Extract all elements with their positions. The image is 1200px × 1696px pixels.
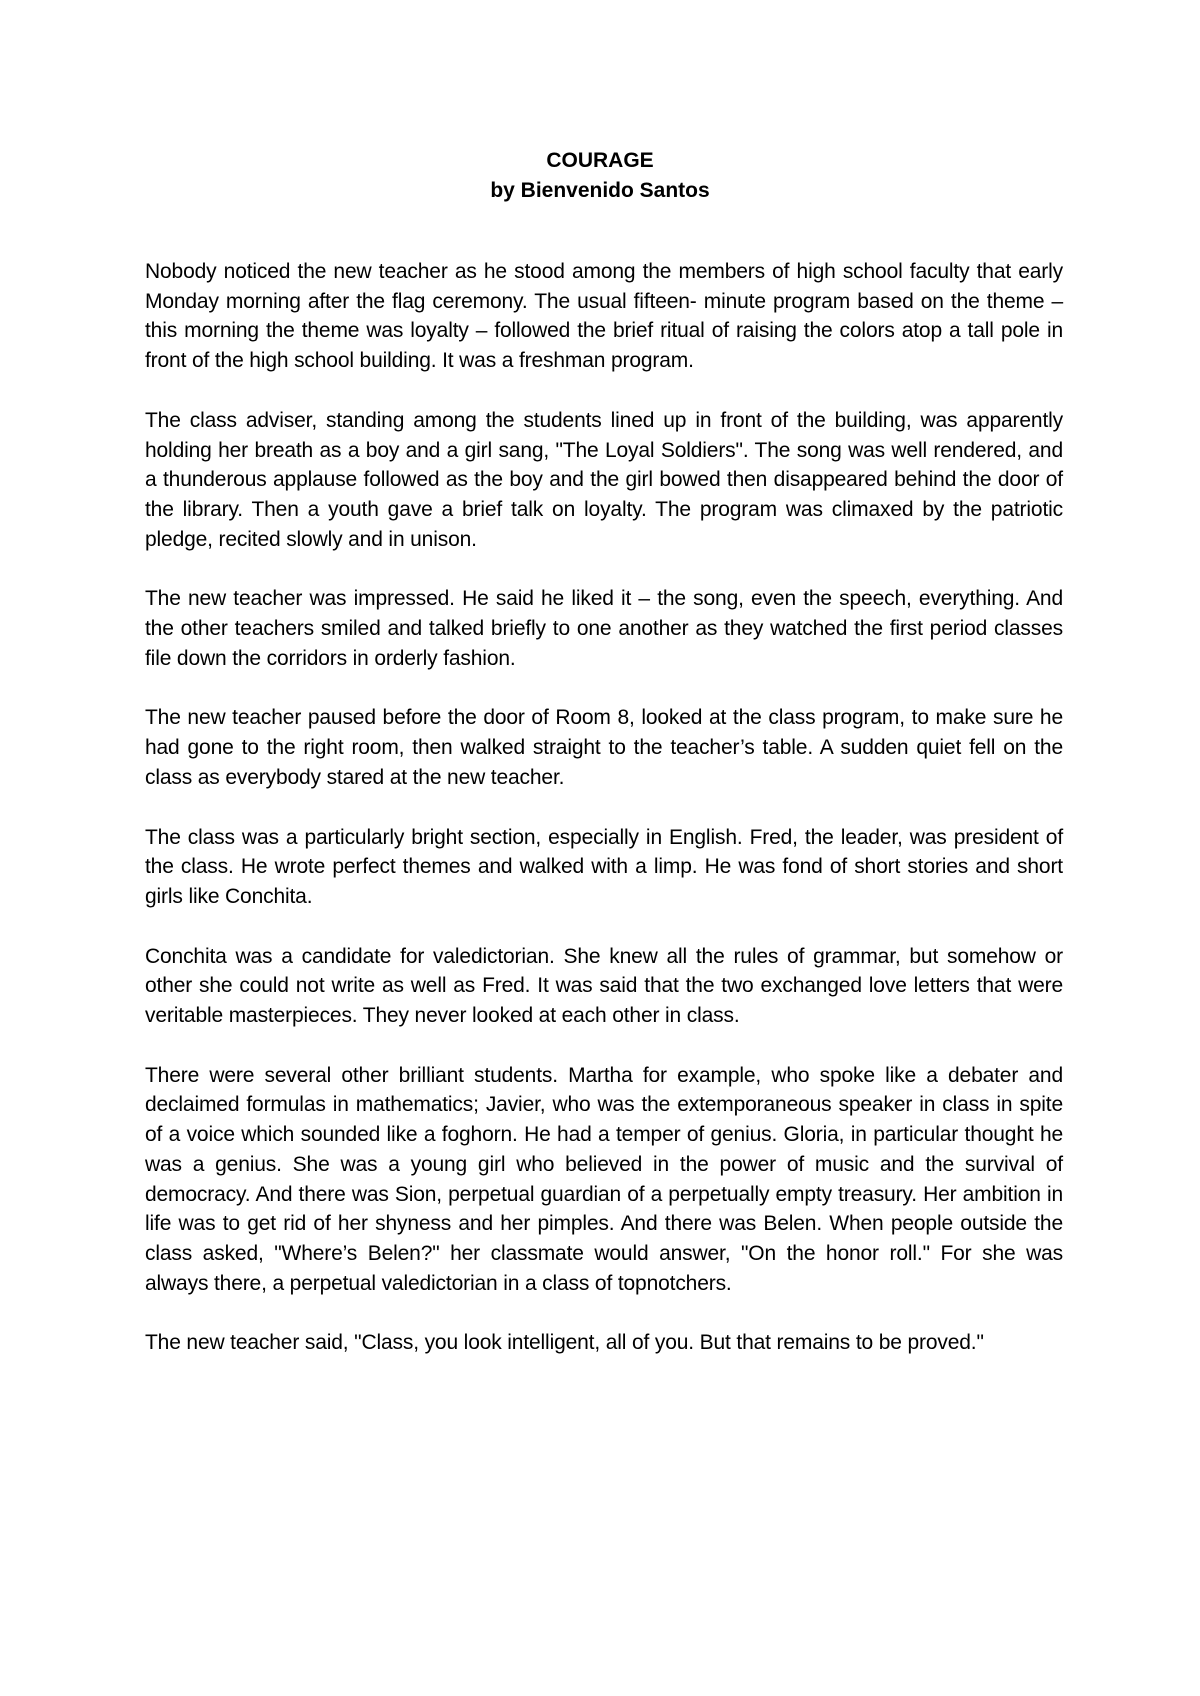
story-body: [145, 257, 1063, 1388]
paragraph: The new teacher was impressed. He said he liked it – the song, even the speech, everything. And the other teachers smiled and talked briefly to one another as they watched the first period classes file down the corridors in orderly fashion.: [145, 587, 1063, 670]
paragraph: The class adviser, standing among the students lined up in front of the building, was apparently holding her breath as a boy and a girl sang, "The Loyal Soldiers". The song was well rendered, and a thunderous applause followed as the boy and the girl bowed then disappeared behind the door of the library. Then a youth gave a brief talk on loyalty. The program was climaxed by the patriotic pledge, recited slowly and in unison.: [145, 408, 1063, 551]
paragraph: The new teacher paused before the door of Room 8, looked at the class program, to make sure he had gone to the right room, then walked straight to the teacher’s table. A sudden quiet fell on the class as everybody stared at the new teacher.: [145, 706, 1063, 789]
paragraph: The new teacher said, "Class, you look intelligent, all of you. But that remains to be proved.": [145, 1331, 984, 1355]
story-title: COURAGE: [546, 149, 654, 172]
story-author: by Bienvenido Santos: [490, 179, 710, 202]
paragraph: The class was a particularly bright section, especially in English. Fred, the leader, was president of the class. He wrote perfect themes and walked with a limp. He was fond of short stories and short girls like Conchita.: [145, 825, 1063, 908]
paragraph: Nobody noticed the new teacher as he stood among the members of high school faculty that early Monday morning after the flag ceremony. The usual fifteen- minute program based on the theme – this morning the theme was loyalty – followed the brief ritual of raising the colors atop a tall pole in front of the high school building. It was a freshman program.: [145, 260, 1063, 373]
paragraph: Conchita was a candidate for valedictorian. She knew all the rules of grammar, but somehow or other she could not write as well as Fred. It was said that the two exchanged love letters that were veritable masterpieces. They never looked at each other in class.: [145, 944, 1063, 1028]
paragraph: There were several other brilliant students. Martha for example, who spoke like a debater and declaimed formulas in mathematics; Javier, who was the extemporaneous speaker in class in spite of a voice which sounded like a foghorn. He had a temper of genius. Gloria, in particular thought he was a genius. She was a young girl who believed in the power of music and the survival of democracy. And there was Sion, perpetual guardian of a perpetually empty treasury. Her ambition in life was to get rid of her shyness and her pimples. And there was Belen. When people outside the class asked, "Where’s Belen?" her classmate would answer, "On the honor roll." For she was always there, a perpetual valedictorian in a class of topnotchers.: [145, 1063, 1063, 1295]
